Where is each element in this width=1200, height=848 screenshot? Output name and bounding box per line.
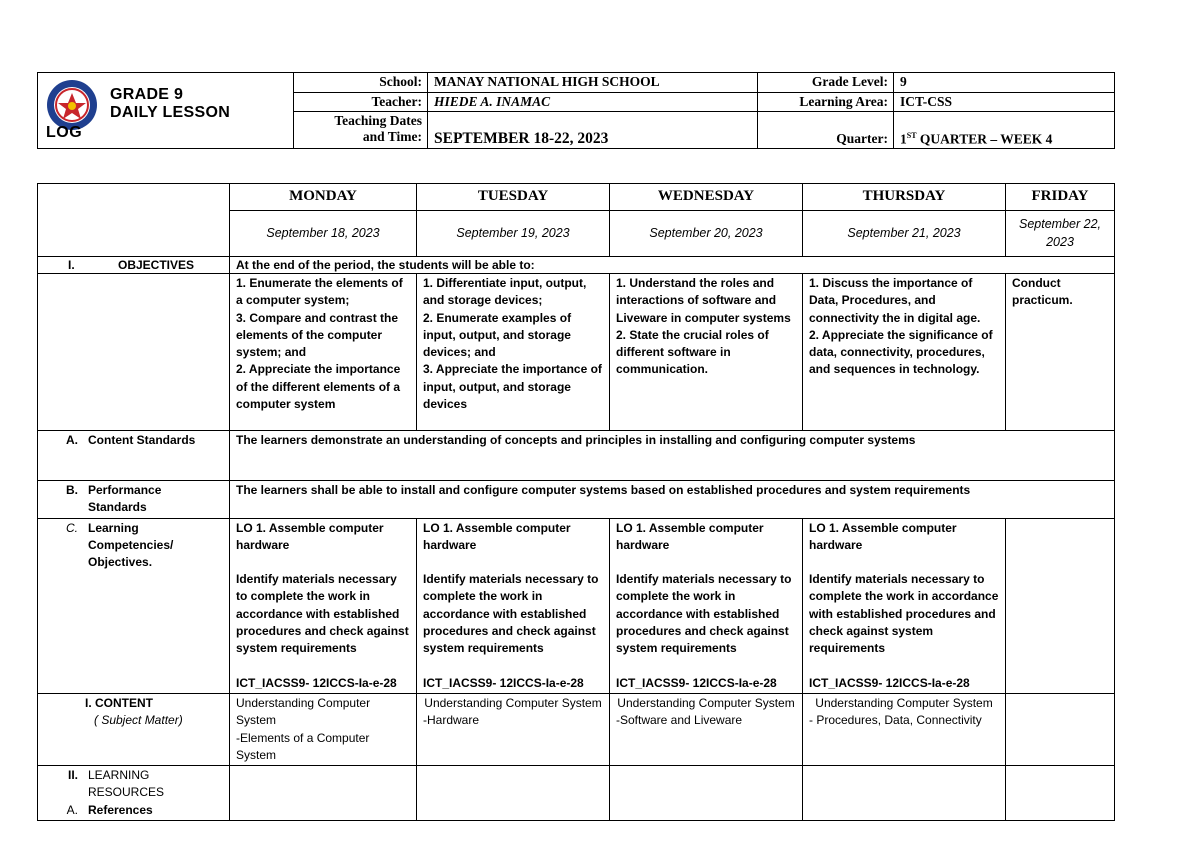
day-header-thursday: THURSDAY [803,184,1006,211]
resources-monday [230,766,417,821]
content-standards-label-cell: A. Content Standards [38,431,230,481]
date-monday: September 18, 2023 [230,211,417,257]
grade-level-value: 9 [894,73,1115,93]
resources-wednesday [610,766,803,821]
quarter-value: 1ST QUARTER – WEEK 4 [894,112,1115,149]
competencies-label-cell: C. Learning Competencies/ Objectives. [38,518,230,693]
date-thursday: September 21, 2023 [803,211,1006,257]
resources-friday [1006,766,1115,821]
objectives-monday: 1. Enumerate the elements of a computer system; 3. Compare and contrast the elements of the computer system; and 2. Appreciate the importance of the different elements of a computer system [230,274,417,431]
school-label: School: [294,73,428,93]
day-header-wednesday: WEDNESDAY [610,184,803,211]
resources-tuesday [417,766,610,821]
content-label-cell: I. CONTENT ( Subject Matter) [38,693,230,765]
learning-area-label: Learning Area: [758,93,894,112]
content-thursday: Understanding Computer System - Procedures, Data, Connectivity [803,693,1006,765]
competencies-tuesday: LO 1. Assemble computer hardware Identify materials necessary to complete the work in accordance with established procedures and check against system requirements ICT_IACSS9- 12ICCS-Ia-e-28 [417,518,610,693]
grade-level-label: Grade Level: [758,73,894,93]
competencies-friday [1006,518,1115,693]
school-value: MANAY NATIONAL HIGH SCHOOL [428,73,758,93]
objectives-thursday: 1. Discuss the importance of Data, Procedures, and connectivity the in digital age. 2. Appreciate the significance of data, connectivity, procedures, and sequences in technology. [803,274,1006,431]
lesson-table [37,183,1115,821]
objectives-friday: Conduct practicum. [1006,274,1115,431]
performance-standards-text: The learners shall be able to install and configure computer systems based on established procedures and system requirements [230,481,1115,519]
date-wednesday: September 20, 2023 [610,211,803,257]
content-wednesday: Understanding Computer System -Software and Liveware [610,693,803,765]
objectives-tuesday: 1. Differentiate input, output, and storage devices; 2. Enumerate examples of input, output, and storage devices; and 3. Appreciate the importance of input, output, and storage devices [417,274,610,431]
objectives-intro: At the end of the period, the students will be able to: [230,257,1115,274]
learning-area-value: ICT-CSS [894,93,1115,112]
objectives-blank-cell [38,274,230,431]
logo-cell [38,73,294,149]
content-standards-text: The learners demonstrate an understanding of concepts and principles in installing and configuring computer systems [230,431,1115,481]
competencies-monday: LO 1. Assemble computer hardware Identify materials necessary to complete the work in accordance with established procedures and check against system requirements ICT_IACSS9- 12ICCS-Ia-e-28 [230,518,417,693]
content-monday: Understanding Computer System -Elements of a Computer System [230,693,417,765]
date-tuesday: September 19, 2023 [417,211,610,257]
resources-label-cell: II. LEARNING RESOURCES A. References [38,766,230,821]
content-tuesday: Understanding Computer System -Hardware [417,693,610,765]
performance-standards-label-cell: B. Performance Standards [38,481,230,519]
day-header-tuesday: TUESDAY [417,184,610,211]
header-table [37,72,1115,149]
corner-cell [38,184,230,257]
objectives-wednesday: 1. Understand the roles and interactions of software and Liveware in computer systems 2. State the crucial roles of different software in communication. [610,274,803,431]
content-friday [1006,693,1115,765]
quarter-label: Quarter: [758,112,894,149]
teaching-dates-label: Teaching Dates and Time: [294,112,428,149]
date-friday: September 22, 2023 [1006,211,1115,257]
teacher-label: Teacher: [294,93,428,112]
resources-thursday [803,766,1006,821]
day-header-monday: MONDAY [230,184,417,211]
teaching-dates-value: SEPTEMBER 18-22, 2023 [428,112,758,149]
page-title: GRADE 9 DAILY LESSON [110,86,231,121]
competencies-thursday: LO 1. Assemble computer hardware Identify materials necessary to complete the work in accordance with established procedures and check against system requirements ICT_IACSS9- 12ICCS-Ia-e-28 [803,518,1006,693]
objectives-label-cell: I. OBJECTIVES [38,257,230,274]
teacher-value: HIEDE A. INAMAC [428,93,758,112]
competencies-wednesday: LO 1. Assemble computer hardware Identify materials necessary to complete the work in accordance with established procedures and check against system requirements ICT_IACSS9- 12ICCS-Ia-e-28 [610,518,803,693]
day-header-friday: FRIDAY [1006,184,1115,211]
page-title-log: LOG [46,124,83,141]
